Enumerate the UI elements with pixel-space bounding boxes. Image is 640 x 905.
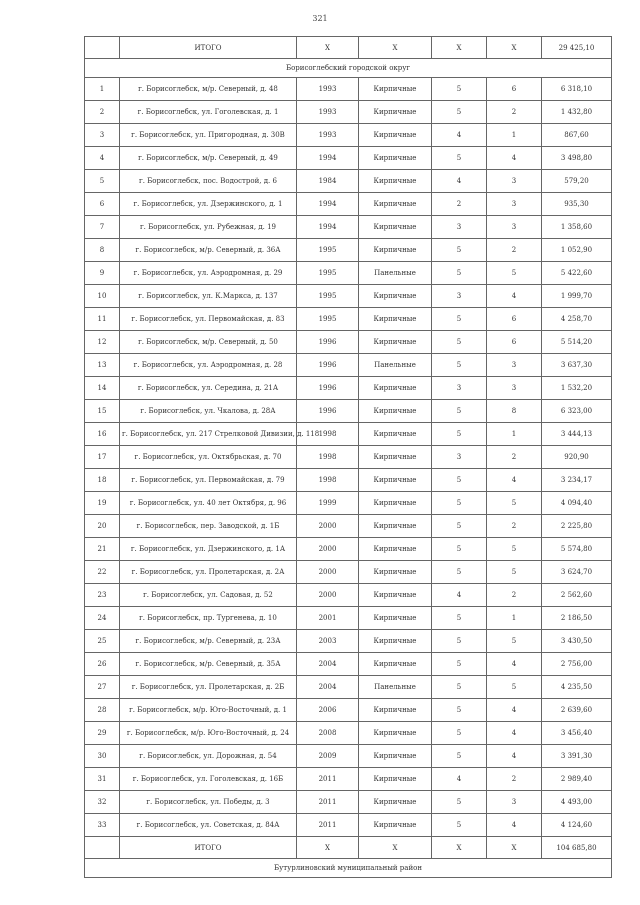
section-title: Борисоглебский городской округ (85, 59, 612, 78)
row-number: 16 (85, 423, 120, 446)
row-number: 10 (85, 285, 120, 308)
row-number: 6 (85, 193, 120, 216)
row-material: Кирпичные (359, 331, 432, 354)
row-address: г. Борисоглебск, ул. Гоголевская, д. 1 (120, 101, 297, 124)
row-entrances: 2 (487, 239, 542, 262)
row-address: г. Борисоглебск, ул. Победы, д. 3 (120, 791, 297, 814)
row-material: Кирпичные (359, 515, 432, 538)
row-address: г. Борисоглебск, м/р. Северный, д. 23А (120, 630, 297, 653)
row-address: г. Борисоглебск, м/р. Северный, д. 49 (120, 147, 297, 170)
row-address: г. Борисоглебск, ул. Середина, д. 21А (120, 377, 297, 400)
row-year: 1996 (297, 377, 359, 400)
row-cost: 2 562,60 (542, 584, 612, 607)
row-entrances: 2 (487, 101, 542, 124)
table-row (85, 653, 612, 676)
row-cost: 2 186,50 (542, 607, 612, 630)
table-row (85, 745, 612, 768)
row-material: Кирпичные (359, 377, 432, 400)
row-entrances: 8 (487, 400, 542, 423)
row-address: г. Борисоглебск, ул. Чкалова, д. 28А (120, 400, 297, 423)
row-floors: 4 (432, 584, 487, 607)
row-floors: 5 (432, 492, 487, 515)
row-year: 1995 (297, 308, 359, 331)
row-address: г. Борисоглебск, ул. Аэродромная, д. 29 (120, 262, 297, 285)
row-address: г. Борисоглебск, ул. Советская, д. 84А (120, 814, 297, 837)
row-address: г. Борисоглебск, ул. Аэродромная, д. 28 (120, 354, 297, 377)
bottom-total-cost: 104 685,80 (542, 837, 612, 859)
row-address: г. Борисоглебск, ул. К.Маркса, д. 137 (120, 285, 297, 308)
row-cost: 1 432,80 (542, 101, 612, 124)
row-floors: 5 (432, 423, 487, 446)
row-floors: 3 (432, 216, 487, 239)
row-number: 24 (85, 607, 120, 630)
row-floors: 5 (432, 78, 487, 101)
table-row (85, 492, 612, 515)
row-address: г. Борисоглебск, ул. 217 Стрелковой Дивизии, д. 118 (120, 423, 297, 446)
row-floors: 3 (432, 285, 487, 308)
row-entrances: 3 (487, 791, 542, 814)
table-row (85, 78, 612, 101)
table-row (85, 446, 612, 469)
row-floors: 5 (432, 630, 487, 653)
table-row (85, 101, 612, 124)
row-address: г. Борисоглебск, ул. Садовая, д. 52 (120, 584, 297, 607)
row-material: Панельные (359, 354, 432, 377)
row-floors: 5 (432, 469, 487, 492)
row-material: Кирпичные (359, 768, 432, 791)
total-floors: X (432, 37, 487, 59)
row-material: Кирпичные (359, 308, 432, 331)
row-number: 26 (85, 653, 120, 676)
row-year: 2004 (297, 653, 359, 676)
bottom-total-material: X (359, 837, 432, 859)
row-address: г. Борисоглебск, м/р. Северный, д. 35А (120, 653, 297, 676)
row-number: 33 (85, 814, 120, 837)
table-row (85, 262, 612, 285)
row-address: г. Борисоглебск, ул. Рубежная, д. 19 (120, 216, 297, 239)
table-row (85, 607, 612, 630)
row-cost: 3 391,30 (542, 745, 612, 768)
row-material: Кирпичные (359, 791, 432, 814)
row-number: 18 (85, 469, 120, 492)
row-cost: 1 999,70 (542, 285, 612, 308)
row-cost: 935,30 (542, 193, 612, 216)
row-number: 27 (85, 676, 120, 699)
row-entrances: 5 (487, 492, 542, 515)
table-row (85, 676, 612, 699)
row-cost: 4 235,50 (542, 676, 612, 699)
row-material: Кирпичные (359, 423, 432, 446)
row-address: г. Борисоглебск, пр. Тургенева, д. 10 (120, 607, 297, 630)
row-cost: 1 052,90 (542, 239, 612, 262)
row-material: Кирпичные (359, 147, 432, 170)
row-material: Кирпичные (359, 285, 432, 308)
row-material: Кирпичные (359, 745, 432, 768)
row-number: 4 (85, 147, 120, 170)
row-cost: 2 225,80 (542, 515, 612, 538)
row-floors: 5 (432, 147, 487, 170)
table-row (85, 170, 612, 193)
row-floors: 5 (432, 400, 487, 423)
row-floors: 5 (432, 538, 487, 561)
row-number: 13 (85, 354, 120, 377)
row-year: 2008 (297, 722, 359, 745)
row-floors: 5 (432, 607, 487, 630)
row-entrances: 5 (487, 630, 542, 653)
next-section-row (85, 859, 612, 878)
row-address: г. Борисоглебск, м/р. Северный, д. 36А (120, 239, 297, 262)
row-entrances: 2 (487, 446, 542, 469)
row-number: 2 (85, 101, 120, 124)
row-year: 2009 (297, 745, 359, 768)
row-floors: 5 (432, 653, 487, 676)
row-floors: 4 (432, 170, 487, 193)
row-cost: 3 498,80 (542, 147, 612, 170)
table-row (85, 400, 612, 423)
top-total-row (85, 37, 612, 59)
row-year: 2006 (297, 699, 359, 722)
row-material: Кирпичные (359, 216, 432, 239)
row-year: 1994 (297, 193, 359, 216)
row-material: Кирпичные (359, 446, 432, 469)
row-entrances: 2 (487, 515, 542, 538)
row-material: Кирпичные (359, 630, 432, 653)
row-material: Кирпичные (359, 101, 432, 124)
row-cost: 4 094,40 (542, 492, 612, 515)
row-entrances: 2 (487, 584, 542, 607)
housing-registry-table (84, 36, 612, 878)
row-entrances: 4 (487, 653, 542, 676)
row-floors: 4 (432, 124, 487, 147)
row-cost: 1 532,20 (542, 377, 612, 400)
row-year: 2001 (297, 607, 359, 630)
row-address: г. Борисоглебск, ул. Гоголевская, д. 16Б (120, 768, 297, 791)
row-number: 30 (85, 745, 120, 768)
row-entrances: 4 (487, 699, 542, 722)
table-row (85, 699, 612, 722)
row-address: г. Борисоглебск, ул. Первомайская, д. 79 (120, 469, 297, 492)
row-material: Кирпичные (359, 78, 432, 101)
row-entrances: 5 (487, 262, 542, 285)
row-year: 2004 (297, 676, 359, 699)
row-floors: 5 (432, 561, 487, 584)
row-address: г. Борисоглебск, ул. Октябрьская, д. 70 (120, 446, 297, 469)
row-year: 1995 (297, 239, 359, 262)
row-floors: 5 (432, 791, 487, 814)
row-entrances: 5 (487, 561, 542, 584)
row-material: Панельные (359, 676, 432, 699)
row-floors: 5 (432, 262, 487, 285)
row-number: 29 (85, 722, 120, 745)
row-cost: 2 756,00 (542, 653, 612, 676)
row-year: 1998 (297, 423, 359, 446)
row-number: 32 (85, 791, 120, 814)
page-number: 321 (312, 14, 328, 23)
row-number: 19 (85, 492, 120, 515)
row-address: г. Борисоглебск, пос. Водострой, д. 6 (120, 170, 297, 193)
row-number: 14 (85, 377, 120, 400)
table-row (85, 377, 612, 400)
row-entrances: 6 (487, 78, 542, 101)
row-number: 5 (85, 170, 120, 193)
row-cost: 1 358,60 (542, 216, 612, 239)
row-year: 2003 (297, 630, 359, 653)
row-material: Кирпичные (359, 653, 432, 676)
row-material: Кирпичные (359, 400, 432, 423)
row-cost: 3 456,40 (542, 722, 612, 745)
row-address: г. Борисоглебск, м/р. Северный, д. 48 (120, 78, 297, 101)
section-header-row (85, 59, 612, 78)
row-floors: 5 (432, 515, 487, 538)
row-address: г. Борисоглебск, пер. Заводской, д. 1Б (120, 515, 297, 538)
row-material: Кирпичные (359, 170, 432, 193)
row-entrances: 4 (487, 745, 542, 768)
row-address: г. Борисоглебск, м/р. Юго-Восточный, д. 24 (120, 722, 297, 745)
row-entrances: 4 (487, 147, 542, 170)
table-row (85, 354, 612, 377)
table-row (85, 285, 612, 308)
row-year: 1996 (297, 400, 359, 423)
row-year: 2000 (297, 515, 359, 538)
table-row (85, 584, 612, 607)
row-address: г. Борисоглебск, ул. Дзержинского, д. 1А (120, 538, 297, 561)
row-entrances: 1 (487, 124, 542, 147)
table-row (85, 331, 612, 354)
table-row (85, 308, 612, 331)
row-cost: 579,20 (542, 170, 612, 193)
total-entrances: X (487, 37, 542, 59)
row-material: Кирпичные (359, 239, 432, 262)
table-row (85, 814, 612, 837)
row-entrances: 4 (487, 814, 542, 837)
row-material: Кирпичные (359, 561, 432, 584)
table-row (85, 768, 612, 791)
row-number: 21 (85, 538, 120, 561)
row-cost: 3 624,70 (542, 561, 612, 584)
row-year: 2000 (297, 538, 359, 561)
row-cost: 5 422,60 (542, 262, 612, 285)
row-material: Кирпичные (359, 124, 432, 147)
row-number: 28 (85, 699, 120, 722)
table-row (85, 193, 612, 216)
row-material: Кирпичные (359, 492, 432, 515)
bottom-total-entrances: X (487, 837, 542, 859)
row-material: Кирпичные (359, 722, 432, 745)
row-entrances: 1 (487, 423, 542, 446)
row-floors: 5 (432, 308, 487, 331)
row-address: г. Борисоглебск, м/р. Северный, д. 50 (120, 331, 297, 354)
row-entrances: 3 (487, 354, 542, 377)
row-floors: 5 (432, 354, 487, 377)
row-address: г. Борисоглебск, ул. Дорожная, д. 54 (120, 745, 297, 768)
row-number: 22 (85, 561, 120, 584)
row-cost: 3 637,30 (542, 354, 612, 377)
row-cost: 5 514,20 (542, 331, 612, 354)
total-cost: 29 425,10 (542, 37, 612, 59)
row-floors: 3 (432, 446, 487, 469)
next-section-title: Бутурлиновский муниципальный район (85, 859, 612, 878)
row-material: Кирпичные (359, 469, 432, 492)
table-row (85, 124, 612, 147)
row-cost: 5 574,80 (542, 538, 612, 561)
row-cost: 4 493,00 (542, 791, 612, 814)
row-year: 1999 (297, 492, 359, 515)
table-row (85, 791, 612, 814)
row-address: г. Борисоглебск, ул. Пролетарская, д. 2Б (120, 676, 297, 699)
row-entrances: 3 (487, 216, 542, 239)
row-cost: 6 323,00 (542, 400, 612, 423)
total-num-cell (85, 37, 120, 59)
total-label: ИТОГО (120, 37, 297, 59)
row-address: г. Борисоглебск, ул. Дзержинского, д. 1 (120, 193, 297, 216)
row-address: г. Борисоглебск, ул. Первомайская, д. 83 (120, 308, 297, 331)
bottom-total-label: ИТОГО (120, 837, 297, 859)
row-material: Панельные (359, 262, 432, 285)
row-year: 1995 (297, 285, 359, 308)
row-number: 31 (85, 768, 120, 791)
row-floors: 5 (432, 699, 487, 722)
row-cost: 4 258,70 (542, 308, 612, 331)
table-row (85, 239, 612, 262)
row-cost: 2 639,60 (542, 699, 612, 722)
row-entrances: 4 (487, 722, 542, 745)
table-row (85, 538, 612, 561)
bottom-total-row (85, 837, 612, 859)
row-floors: 3 (432, 377, 487, 400)
row-floors: 5 (432, 331, 487, 354)
row-number: 25 (85, 630, 120, 653)
row-number: 12 (85, 331, 120, 354)
row-entrances: 4 (487, 285, 542, 308)
row-number: 8 (85, 239, 120, 262)
row-material: Кирпичные (359, 538, 432, 561)
row-year: 1994 (297, 216, 359, 239)
row-year: 1998 (297, 446, 359, 469)
row-entrances: 4 (487, 469, 542, 492)
row-cost: 867,60 (542, 124, 612, 147)
table-row (85, 147, 612, 170)
row-number: 7 (85, 216, 120, 239)
row-entrances: 5 (487, 538, 542, 561)
bottom-total-num-cell (85, 837, 120, 859)
total-year: X (297, 37, 359, 59)
row-number: 1 (85, 78, 120, 101)
row-number: 9 (85, 262, 120, 285)
row-entrances: 6 (487, 331, 542, 354)
row-number: 17 (85, 446, 120, 469)
row-entrances: 3 (487, 193, 542, 216)
row-number: 20 (85, 515, 120, 538)
row-cost: 3 430,50 (542, 630, 612, 653)
row-entrances: 3 (487, 377, 542, 400)
row-material: Кирпичные (359, 699, 432, 722)
total-material: X (359, 37, 432, 59)
row-year: 1996 (297, 354, 359, 377)
row-floors: 2 (432, 193, 487, 216)
bottom-total-year: X (297, 837, 359, 859)
row-floors: 4 (432, 768, 487, 791)
row-cost: 2 989,40 (542, 768, 612, 791)
row-cost: 4 124,60 (542, 814, 612, 837)
row-year: 2011 (297, 768, 359, 791)
row-entrances: 3 (487, 170, 542, 193)
row-floors: 5 (432, 814, 487, 837)
row-address: г. Борисоглебск, ул. Пригородная, д. 30В (120, 124, 297, 147)
row-year: 1984 (297, 170, 359, 193)
row-floors: 5 (432, 101, 487, 124)
row-year: 2011 (297, 814, 359, 837)
row-entrances: 5 (487, 676, 542, 699)
row-cost: 3 234,17 (542, 469, 612, 492)
row-address: г. Борисоглебск, ул. 40 лет Октября, д. 96 (120, 492, 297, 515)
row-number: 23 (85, 584, 120, 607)
bottom-total-floors: X (432, 837, 487, 859)
row-year: 1996 (297, 331, 359, 354)
row-entrances: 6 (487, 308, 542, 331)
row-number: 3 (85, 124, 120, 147)
row-year: 1993 (297, 101, 359, 124)
table-row (85, 515, 612, 538)
row-year: 1993 (297, 124, 359, 147)
row-material: Кирпичные (359, 193, 432, 216)
row-entrances: 2 (487, 768, 542, 791)
row-number: 11 (85, 308, 120, 331)
row-floors: 5 (432, 722, 487, 745)
table-row (85, 469, 612, 492)
table-row (85, 216, 612, 239)
row-material: Кирпичные (359, 814, 432, 837)
table-row (85, 630, 612, 653)
row-year: 1994 (297, 147, 359, 170)
table-row (85, 722, 612, 745)
table-row (85, 561, 612, 584)
row-cost: 920,90 (542, 446, 612, 469)
row-year: 1995 (297, 262, 359, 285)
row-year: 2011 (297, 791, 359, 814)
row-year: 2000 (297, 584, 359, 607)
row-address: г. Борисоглебск, м/р. Юго-Восточный, д. 1 (120, 699, 297, 722)
table-row (85, 423, 612, 446)
row-entrances: 1 (487, 607, 542, 630)
row-material: Кирпичные (359, 607, 432, 630)
row-number: 15 (85, 400, 120, 423)
row-floors: 5 (432, 745, 487, 768)
row-floors: 5 (432, 676, 487, 699)
row-year: 1998 (297, 469, 359, 492)
row-cost: 6 318,10 (542, 78, 612, 101)
row-year: 1993 (297, 78, 359, 101)
row-material: Кирпичные (359, 584, 432, 607)
row-cost: 3 444,13 (542, 423, 612, 446)
row-address: г. Борисоглебск, ул. Пролетарская, д. 2А (120, 561, 297, 584)
row-year: 2000 (297, 561, 359, 584)
row-floors: 5 (432, 239, 487, 262)
